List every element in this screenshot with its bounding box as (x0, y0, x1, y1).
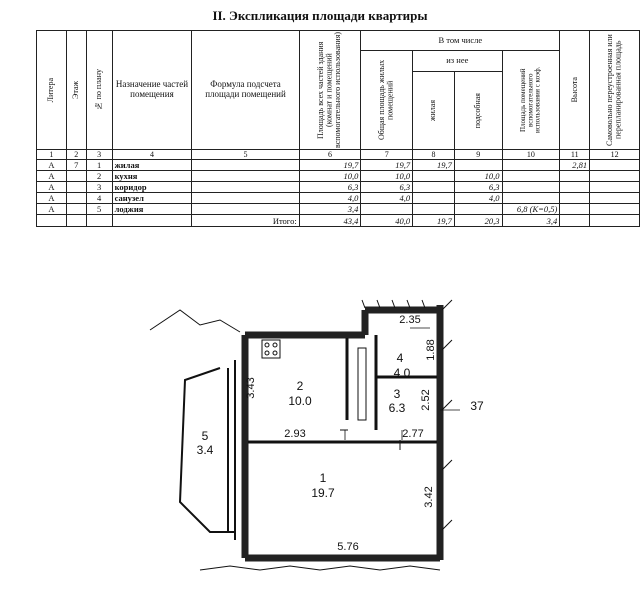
total-label: Итого: (192, 215, 299, 227)
header-vysota: Высота (560, 31, 590, 150)
total-vspom: 3,4 (502, 215, 560, 227)
cell-litera: А (37, 160, 67, 171)
cell-vysota (560, 171, 590, 182)
cell-etazh (66, 204, 86, 215)
cell-zhilaya (413, 193, 455, 204)
total-podsobnaya: 20,3 (454, 215, 502, 227)
cell-total: 6,3 (299, 182, 361, 193)
cell-total: 3,4 (299, 204, 361, 215)
header-formula: Формула подсчета площади помещений (192, 31, 299, 150)
cell-podsobnaya: 4,0 (454, 193, 502, 204)
cell-litera: А (37, 182, 67, 193)
cell-nomer: 4 (86, 193, 112, 204)
cell-etazh (66, 182, 86, 193)
header-naznachenie: Назначение частей помещения (112, 31, 192, 150)
cell-naznachenie: жилая (112, 160, 192, 171)
cell-naznachenie: санузел (112, 193, 192, 204)
dim-293: 2.93 (284, 428, 306, 440)
header-zhilaya: жилая (413, 72, 455, 150)
total-all: 43,4 (299, 215, 361, 227)
dim-188: 1.88 (425, 339, 437, 361)
cell-podsobnaya: 6,3 (454, 182, 502, 193)
room-1-number: 1 (319, 471, 327, 485)
cell-vspom: 6,8 (К=0,5) (502, 204, 560, 215)
room-3-area: 6.3 (388, 401, 406, 415)
room-5-number: 5 (201, 429, 209, 443)
total-zhilaya: 19,7 (413, 215, 455, 227)
table-row (37, 204, 640, 215)
cell-samovolno (590, 204, 640, 215)
table-row (37, 160, 640, 171)
cell-podsobnaya (454, 160, 502, 171)
cell-zhilaya (413, 204, 455, 215)
cell-litera: А (37, 204, 67, 215)
total-row (37, 215, 640, 227)
cell-nomer: 5 (86, 204, 112, 215)
cell-formula (192, 193, 299, 204)
cell-litera: А (37, 171, 67, 182)
table-row (37, 182, 640, 193)
dim-235: 2.35 (399, 314, 421, 326)
header-v-tom-chisle: В том числе (361, 31, 560, 51)
room-5-area: 3.4 (196, 443, 214, 457)
dim-342: 3.42 (423, 486, 435, 508)
room-1-area: 19.7 (311, 486, 335, 500)
cell-vspom (502, 160, 560, 171)
cell-total: 19,7 (299, 160, 361, 171)
cell-samovolno (590, 160, 640, 171)
cell-etazh (66, 171, 86, 182)
cell-total: 4,0 (299, 193, 361, 204)
cell-formula (192, 171, 299, 182)
cell-vysota (560, 182, 590, 193)
header-etazh: Этаж (66, 31, 86, 150)
cell-obshchaya: 6,3 (361, 182, 413, 193)
dim-37: 37 (470, 399, 484, 413)
cell-obshchaya: 4,0 (361, 193, 413, 204)
dim-343: 3.43 (245, 377, 257, 399)
header-nomer: № по плану (86, 31, 112, 150)
cell-formula (192, 182, 299, 193)
cell-zhilaya: 19,7 (413, 160, 455, 171)
table-row (37, 193, 640, 204)
document-title: II. Экспликация площади квартиры (212, 8, 428, 23)
cell-naznachenie: коридор (112, 182, 192, 193)
cell-vspom (502, 193, 560, 204)
room-2-number: 2 (296, 379, 304, 393)
cell-nomer: 1 (86, 160, 112, 171)
header-obshchaya: Общая площадь жилых помещений (361, 51, 413, 150)
cell-vspom (502, 182, 560, 193)
header-iz-nee: из нее (413, 51, 502, 72)
header-podsobnaya: подсобная (454, 72, 502, 150)
cell-naznachenie: лоджия (112, 204, 192, 215)
cell-zhilaya (413, 182, 455, 193)
header-litera: Литера (37, 31, 67, 150)
cell-vysota (560, 193, 590, 204)
header-samovolno: Самовольно переустроенная или перепланированная площадь (590, 31, 640, 150)
cell-samovolno (590, 193, 640, 204)
cell-litera: А (37, 193, 67, 204)
room-4-area: 4.0 (393, 366, 411, 380)
cell-etazh (66, 193, 86, 204)
plan-fixtures (262, 340, 400, 450)
header-vspom: Площадь помещений вспомогательного использования с коэф. (502, 51, 560, 150)
floor-plan (140, 270, 600, 588)
cell-vspom (502, 171, 560, 182)
cell-zhilaya (413, 171, 455, 182)
cell-samovolno (590, 182, 640, 193)
header-ploshchad: Площадь всех частей здания (комнат и помещений вспомогательного использования) (299, 31, 361, 150)
cell-nomer: 3 (86, 182, 112, 193)
cell-vysota: 2,81 (560, 160, 590, 171)
cell-podsobnaya (454, 204, 502, 215)
cell-formula (192, 160, 299, 171)
room-3-number: 3 (393, 387, 401, 401)
table-row (37, 171, 640, 182)
dim-252: 2.52 (420, 389, 432, 411)
cell-podsobnaya: 10,0 (454, 171, 502, 182)
cell-nomer: 2 (86, 171, 112, 182)
cell-vysota (560, 204, 590, 215)
explication-table (36, 30, 640, 227)
dim-277: 2.77 (402, 428, 424, 440)
cell-obshchaya: 10,0 (361, 171, 413, 182)
column-number-row: 1 2 3 4 5 6 7 8 9 10 11 12 (37, 150, 640, 160)
room-2-area: 10.0 (288, 394, 312, 408)
dim-576: 5.76 (337, 541, 359, 553)
cell-etazh: 7 (66, 160, 86, 171)
room-4-number: 4 (396, 351, 404, 365)
total-obshchaya: 40,0 (361, 215, 413, 227)
cell-naznachenie: кухня (112, 171, 192, 182)
cell-formula (192, 204, 299, 215)
cell-samovolno (590, 171, 640, 182)
cell-obshchaya: 19,7 (361, 160, 413, 171)
cell-total: 10,0 (299, 171, 361, 182)
cell-obshchaya (361, 204, 413, 215)
